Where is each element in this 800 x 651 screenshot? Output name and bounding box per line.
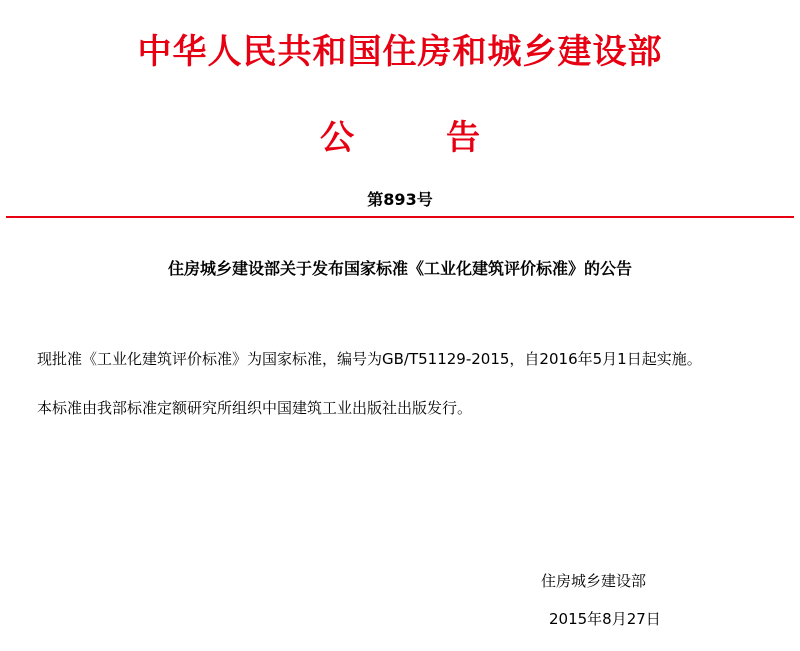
body-paragraph: 现批准《工业化建筑评价标准》为国家标准，编号为GB/T51129-2015，自2016年5月1日起实施。 <box>37 350 702 368</box>
document-number: 第893号 <box>367 190 433 209</box>
issuer-title: 中华人民共和国住房和城乡建设部 <box>137 32 663 72</box>
red-divider-line <box>6 216 794 218</box>
issue-date: 2015年8月27日 <box>549 610 661 628</box>
heading-char-2: 告 <box>446 118 480 158</box>
notice-subject: 住房城乡建设部关于发布国家标准《工业化建筑评价标准》的公告 <box>167 259 632 278</box>
body-paragraph: 本标准由我部标准定额研究所组织中国建筑工业出版社出版发行。 <box>37 399 473 417</box>
heading-char-1: 公 <box>320 118 354 158</box>
issuing-authority-signature: 住房城乡建设部 <box>541 572 647 590</box>
